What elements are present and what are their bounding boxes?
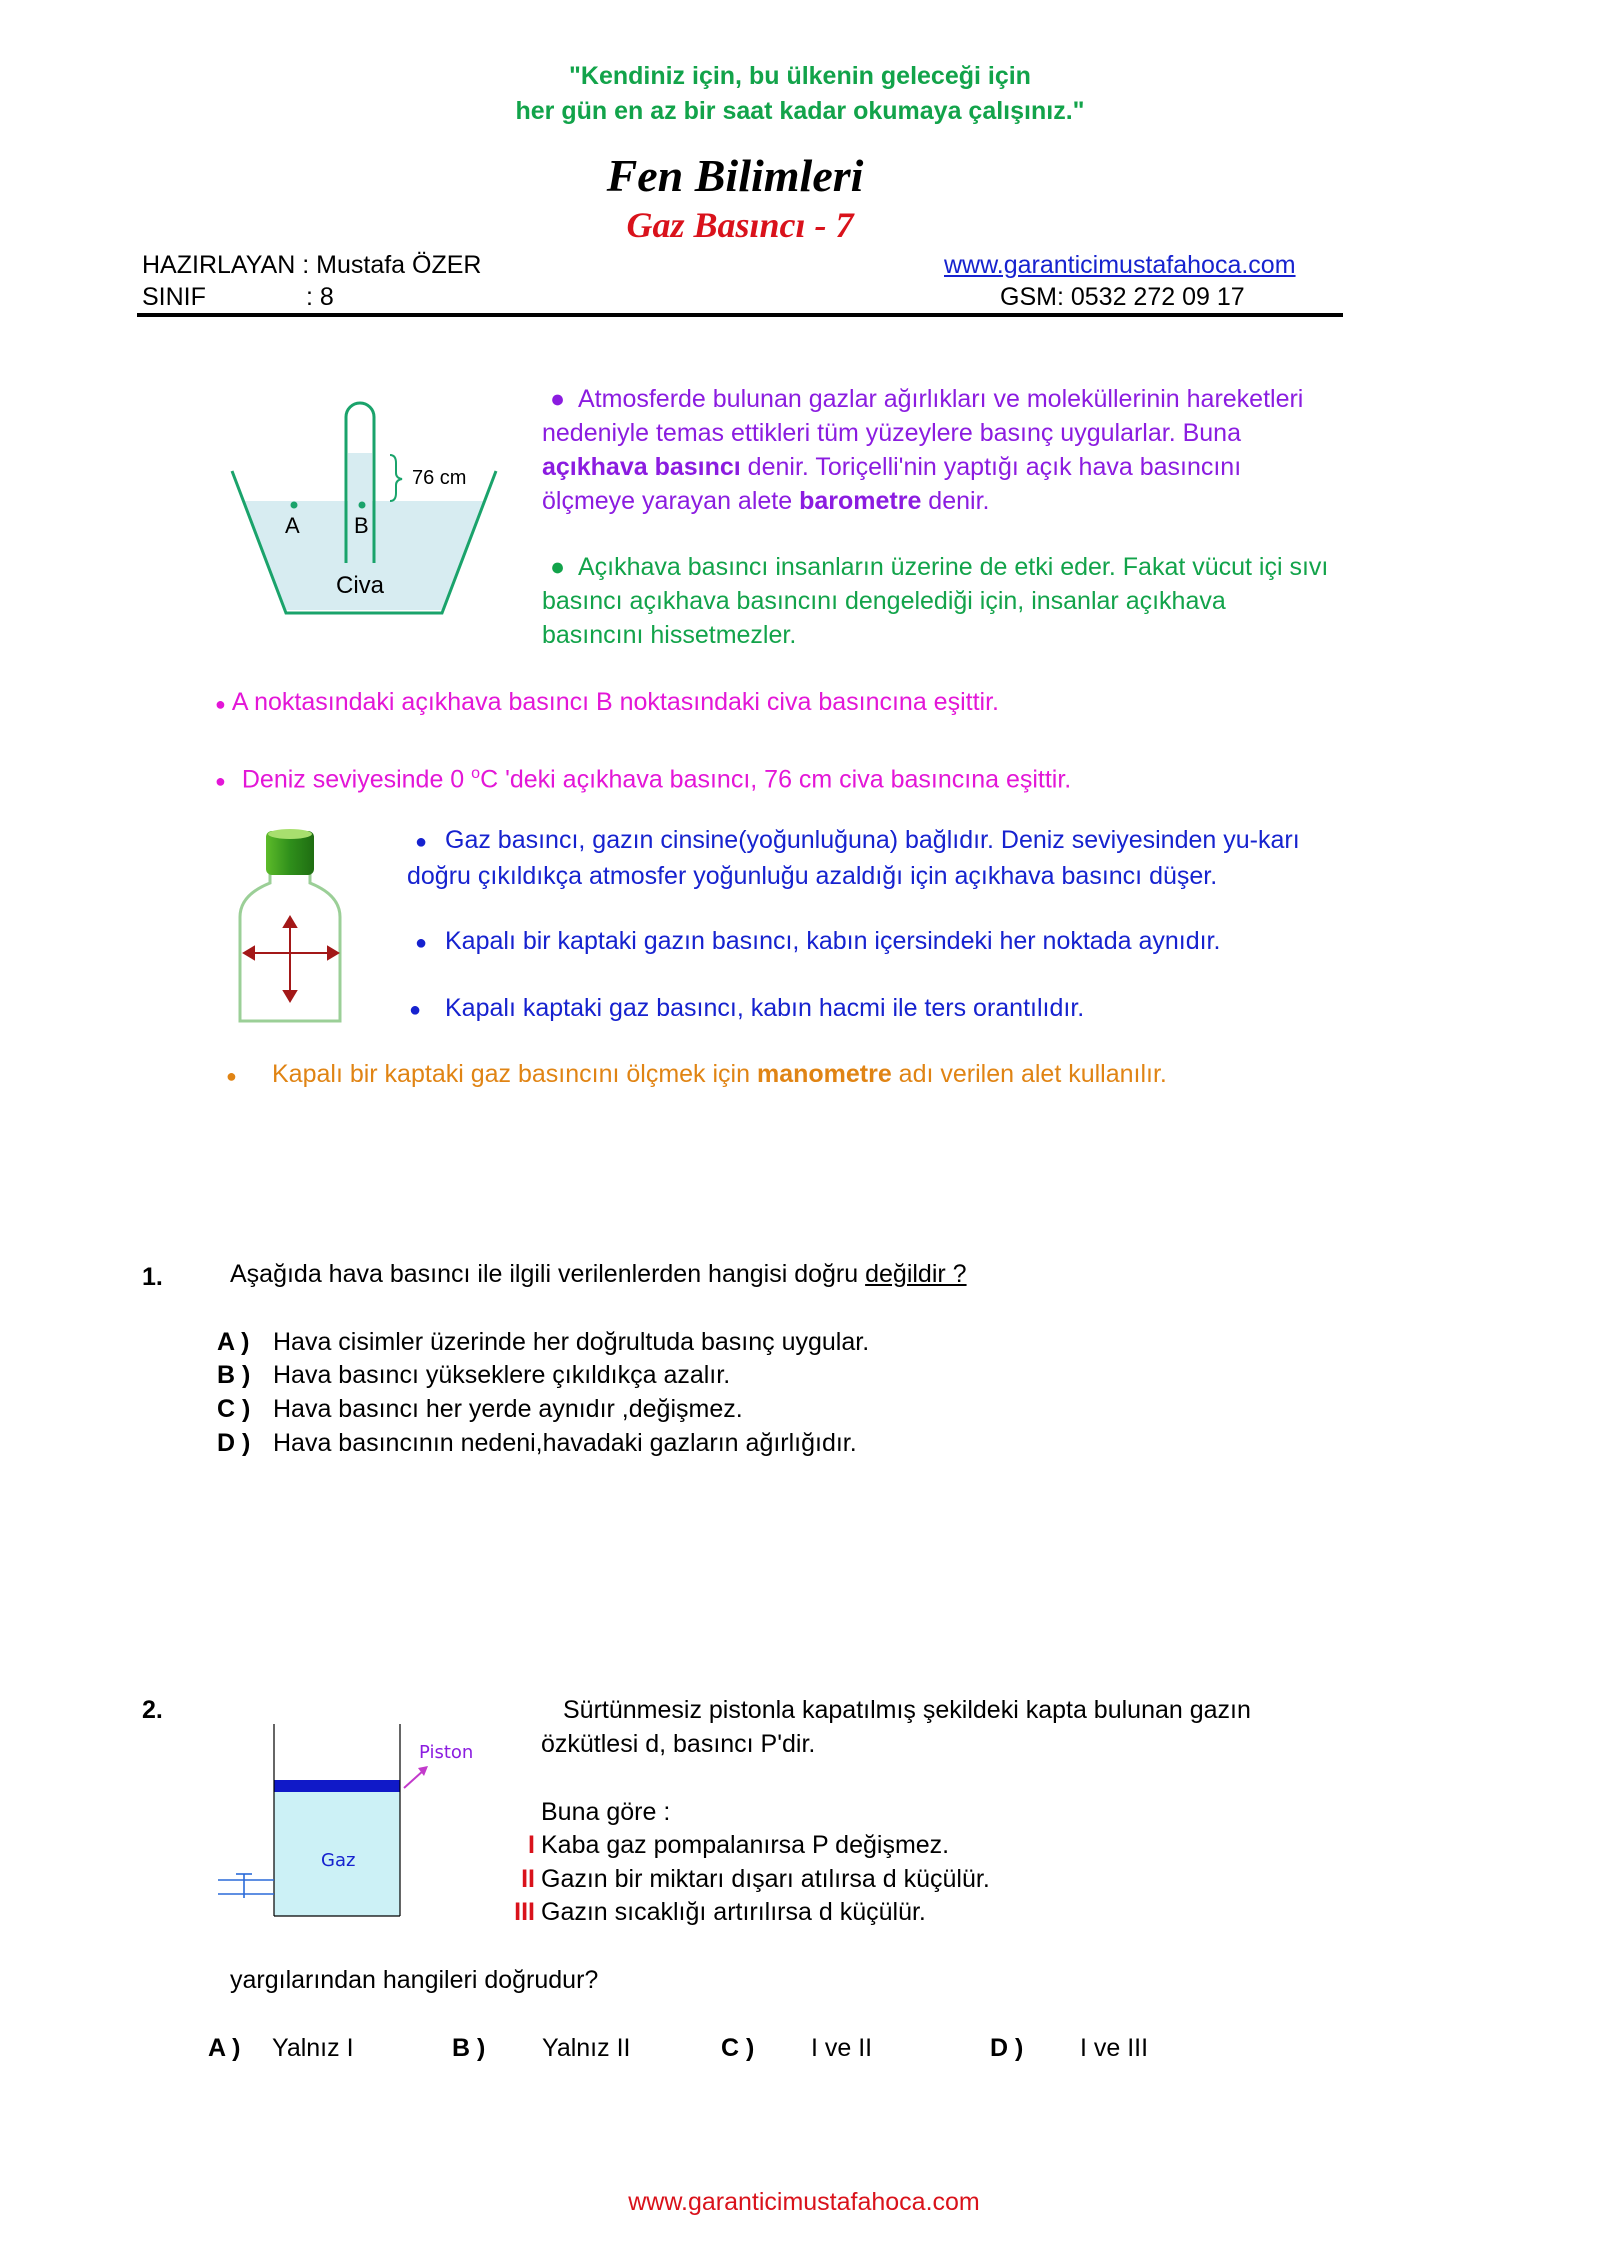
statement-2: II Gazın bir miktarı dışarı atılırsa d küçülür. [521,1865,990,1893]
gsm-number: 0532 272 09 17 [1070,283,1245,311]
piston [274,1780,400,1792]
tube-mercury [348,453,372,563]
point-a-label: A [285,513,300,538]
question-2-number: 2. [142,1696,163,1724]
question-1-option-d[interactable]: D ) Hava basıncının nedeni,havadaki gazların ağırlığıdır. [217,1429,857,1457]
question-2-stem-line-1: Sürtünmesiz pistonla kapatılmış şekildeki kapta bulunan gazın [563,1696,1251,1724]
bullet: ● [550,553,566,581]
bottle-cap-top [268,829,312,839]
statement-3: III Gazın sıcaklığı artırılırsa d küçülür. [514,1898,926,1926]
gsm-label: GSM: [1000,283,1064,311]
bottle-diagram [236,825,348,1025]
page-title: Fen Bilimleri [606,150,864,201]
gas-label: Gaz [321,1850,356,1871]
author-label: HAZIRLAYAN [142,251,296,279]
author-separator: : [302,251,310,279]
mercury-label: Civa [336,572,385,599]
question-2-option-d[interactable]: D ) I ve III [990,2034,1149,2062]
point-a-b-paragraph: ● A noktasındaki açıkhava basıncı B noktasındaki civa basıncına eşittir. [215,688,999,716]
manometer-paragraph: ● Kapalı bir kaptaki gaz basıncını ölçmek için manometre adı verilen alet kullanılır. [226,1057,1376,1093]
question-2-option-a[interactable]: A ) Yalnız I [208,2034,354,2062]
term-manometer: manometre [756,1060,892,1088]
page-subtitle: Gaz Basıncı - 7 [626,205,854,245]
gas-density-paragraph: ● Gaz basıncı, gazın cinsine(yoğunluğuna) bağlıdır. Deniz seviyesinden yu-karı doğru çıkıldıkça atmosfer yoğunluğu azaldığı için açıkhava basıncı düşer. [407,826,1300,890]
bullet: ● [226,1066,237,1086]
website-link[interactable]: www.garanticimustafahoca.com [944,251,1296,279]
question-2-option-b[interactable]: B ) Yalnız II [452,2034,631,2062]
footer-website[interactable]: www.garanticimustafahoca.com [628,2188,980,2216]
bullet: ● [415,831,428,853]
question-2-option-c[interactable]: C ) I ve II [721,2034,873,2062]
question-2-stem-line-2: özkütlesi d, basıncı P'dir. [541,1730,816,1758]
point-a-dot [291,502,298,509]
question-2-closing: yargılarından hangileri doğrudur? [230,1966,599,1994]
volume-inverse-paragraph: ● Kapalı kaptaki gaz basıncı, kabın hacmi ile ters orantılıdır. [407,991,1337,1027]
motto-line-2: her gün en az bir saat kadar okumaya çalışınız." [515,97,1085,125]
bullet: ● [409,999,422,1021]
class-label: SINIF [142,283,206,311]
term-open-air-pressure: açıkhava basıncı [542,453,741,481]
class-line [142,281,334,313]
bullet: ● [215,694,226,714]
gsm-line [1000,281,1245,313]
human-body-paragraph: ● Açıkhava basıncı insanların üzerine de etki eder. Fakat vücut içi sıvı basıncı açıkhava basıncını dengelediği için, insanlar açıkhava basıncını hissetmezler. [542,550,1332,652]
sea-level-paragraph: ● Deniz seviyesinde 0 $^o$C 'deki açıkhava basıncı, 76 cm civa basıncına eşittir. [215,765,1072,794]
statement-1: I Kaba gaz pompalanırsa P değişmez. [528,1831,950,1859]
class-value: : 8 [306,283,334,311]
height-label: 76 cm [412,467,467,489]
barometer-diagram [230,395,500,620]
atmosphere-paragraph: ● Atmosferde bulunan gazlar ağırlıkları ve moleküllerinin hareketleri nedeniyle temas ettikleri tüm yüzeylere basınç uygularlar. Buna açıkhava basıncı denir. Toriçelli'nin yaptığı açık hava basıncını ölçmeye yarayan alete barometre denir. [542,382,1332,518]
valve [218,1874,274,1898]
question-1-number: 1. [142,1263,163,1291]
height-brace [390,455,402,501]
question-1-option-b[interactable]: B ) Hava basıncı yükseklere çıkıldıkça azalır. [217,1361,731,1389]
bullet: ● [550,385,566,413]
question-1-option-a[interactable]: A ) Hava cisimler üzerinde her doğrultuda basınç uygular. [217,1328,870,1356]
point-b-dot [359,502,366,509]
point-b-label: B [354,513,369,538]
author-line [142,249,481,281]
question-1-option-c[interactable]: C ) Hava basıncı her yerde aynıdır ,değişmez. [217,1395,743,1423]
header-divider [137,313,1343,317]
question-1-negation: değildir ? [865,1260,967,1288]
question-2-intro: Buna göre : [541,1798,671,1826]
piston-pointer [404,1770,424,1788]
author-name: Mustafa ÖZER [316,251,482,279]
closed-container-paragraph: ● Kapalı bir kaptaki gazın basıncı, kabın içersindeki her noktada aynıdır. [407,924,1337,960]
motto-line-1: "Kendiniz için, bu ülkenin geleceği için [569,62,1031,90]
term-barometer: barometre [799,487,922,515]
bullet: ● [215,771,226,792]
question-1-stem: Aşağıda hava basıncı ile ilgili verilenlerden hangisi doğru değildir ? [230,1260,967,1288]
piston-container-diagram [218,1720,488,1935]
bullet: ● [415,932,428,954]
piston-label: Piston [419,1742,474,1763]
